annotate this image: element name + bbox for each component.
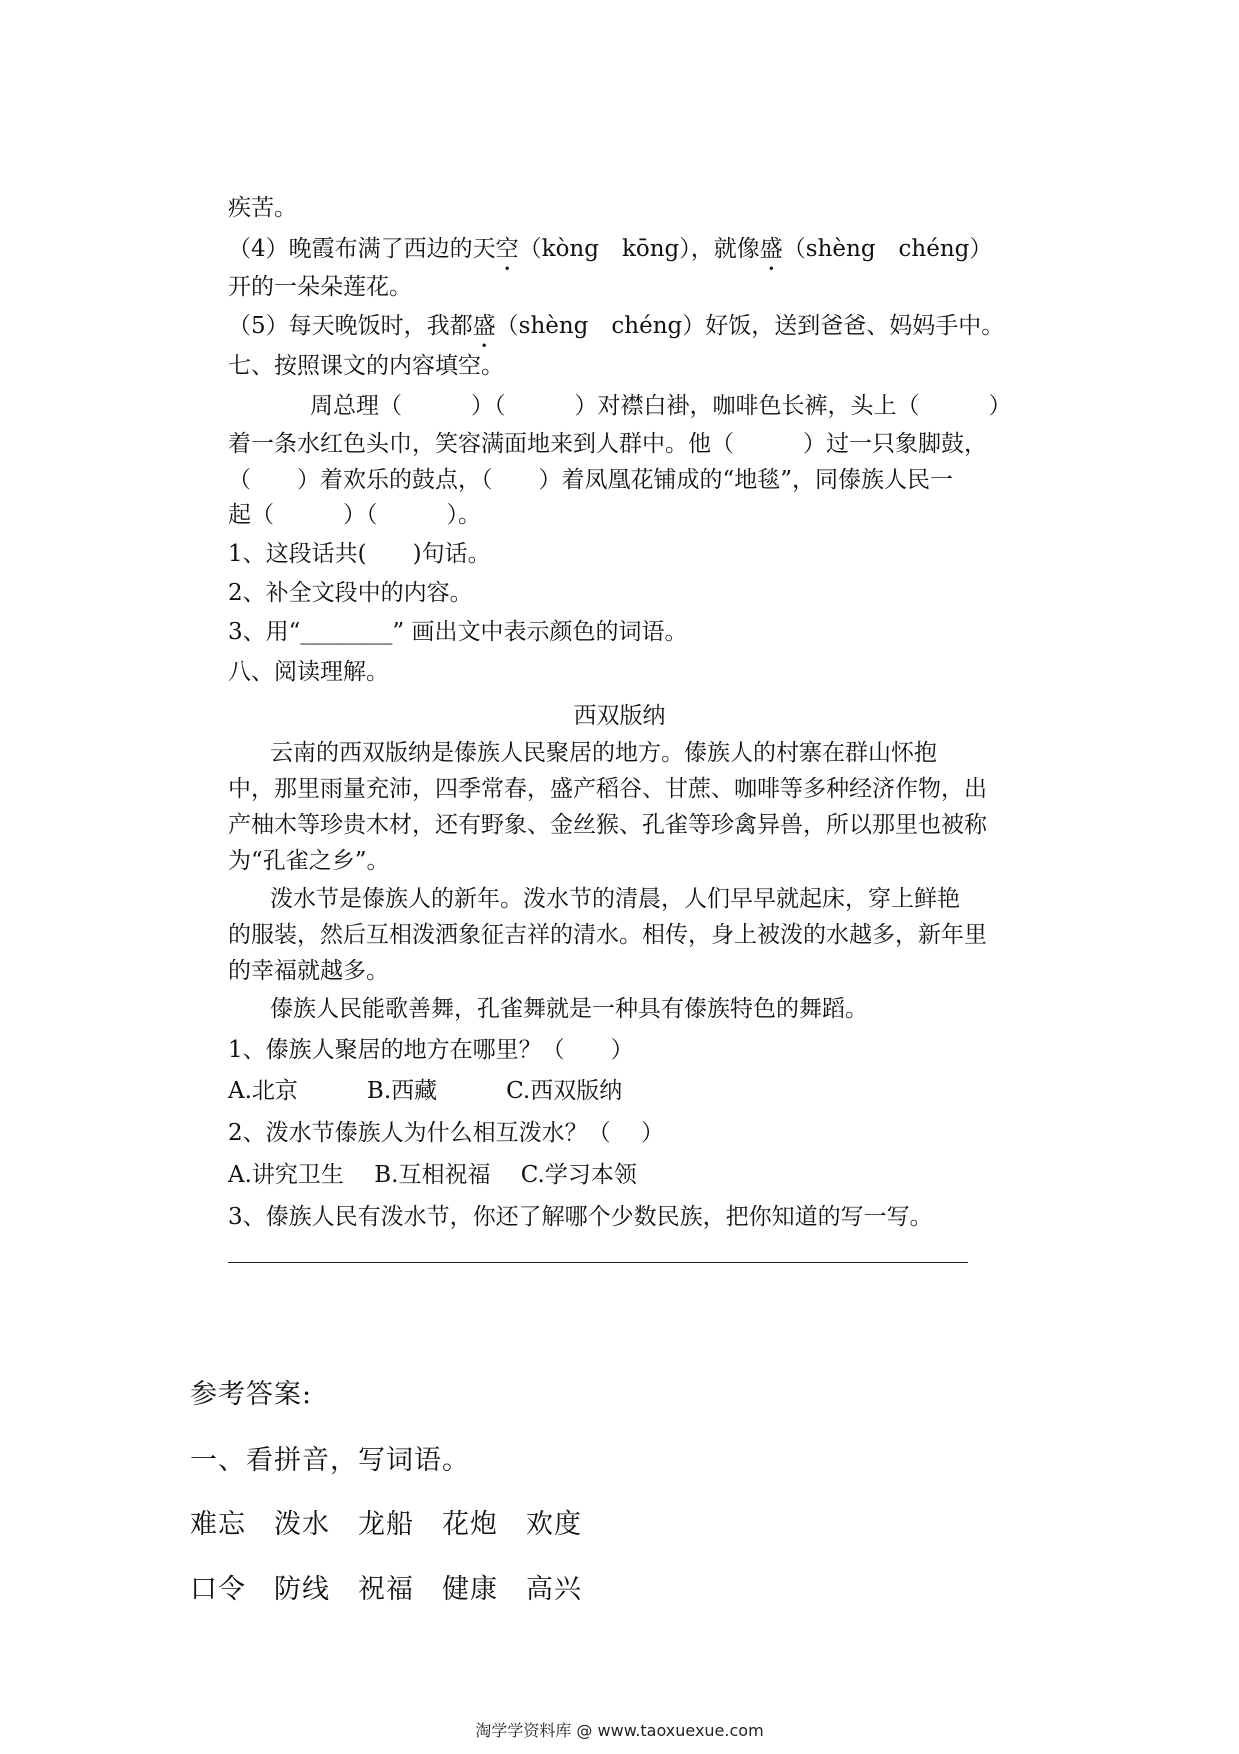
question-line: 1、这段话共( )句话。 [228,541,491,567]
text-segment: （kòng kōng），就像 [518,236,760,262]
passage-line: 周总理（ ）（ ）对襟白褂，咖啡色长裤，头上（ ） [310,393,1012,419]
answer-row: 口令 防线 祝福 健康 高兴 [190,1574,582,1605]
footer-watermark: 淘学学资料库 @ www.taoxuexue.com [475,1721,764,1740]
question-4-line-2: 开的一朵朵莲花。 [228,274,412,300]
dotted-character: 空 [495,236,519,262]
answers-section-one: 一、看拼音，写词语。 [190,1445,470,1476]
dotted-character: 盛 [759,236,783,262]
options-line: A.北京 B.西藏 C.西双版纳 [228,1078,623,1104]
text-segment: （4）晚霞布满了西边的天 [228,236,496,262]
reading-line: 傣族人民能歌善舞，孔雀舞就是一种具有傣族特色的舞蹈。 [270,996,868,1022]
question-4-line-1 [228,234,992,276]
reading-line: 产柚木等珍贵木材，还有野象、金丝猴、孔雀等珍禽异兽，所以那里也被称 [228,812,987,838]
question-line: 3、傣族人民有泼水节，你还了解哪个少数民族，把你知道的写一写。 [228,1204,933,1230]
reading-line: 为“孔雀之乡”。 [228,848,390,874]
text-segment: （5）每天晚饭时，我都 [228,313,473,339]
section-eight-heading: 八、阅读理解。 [228,659,389,685]
reading-line: 云南的西双版纳是傣族人民聚居的地方。傣族人的村寨在群山怀抱 [270,740,937,766]
passage-line: 起（ ）（ ）。 [228,502,481,528]
dotted-character: 盛 [472,313,496,339]
reading-line: 中，那里雨量充沛，四季常春，盛产稻谷、甘蔗、咖啡等多种经济作物，出 [228,776,987,802]
text-segment: （shèng chéng） [782,236,993,262]
reading-title: 西双版纳 [573,703,666,729]
reading-line: 的服装，然后互相泼洒象征吉祥的清水。相传，身上被泼的水越多，新年里 [228,922,987,948]
question-line: 2、泼水节傣族人为什么相互泼水？（ ） [228,1120,664,1146]
reading-line: 的幸福就越多。 [228,958,389,984]
question-5 [228,311,1004,353]
answer-row: 难忘 泼水 龙船 花炮 欢度 [190,1509,582,1540]
text-segment: （shèng chéng）好饭，送到爸爸、妈妈手中。 [495,313,1005,339]
passage-line: 着一条水红色头巾，笑容满面地来到人群中。他（ ）过一只象脚鼓， [228,431,987,457]
question-line: 2、补全文段中的内容。 [228,580,473,606]
question-line: 1、傣族人聚居的地方在哪里？（ ） [228,1037,634,1063]
text-line: 疾苦。 [228,195,297,221]
question-line: 3、用“________” 画出文中表示颜色的词语。 [228,619,688,645]
section-seven-heading: 七、按照课文的内容填空。 [228,353,504,379]
answers-heading: 参考答案: [190,1379,313,1410]
reading-line: 泼水节是傣族人的新年。泼水节的清晨，人们早早就起床，穿上鲜艳 [270,886,960,912]
passage-line: （ ）着欢乐的鼓点，（ ）着凤凰花铺成的“地毯”，同傣族人民一 [228,467,954,493]
answer-blank-line [228,1262,968,1263]
options-line: A.讲究卫生 B.互相祝福 C.学习本领 [228,1162,637,1188]
